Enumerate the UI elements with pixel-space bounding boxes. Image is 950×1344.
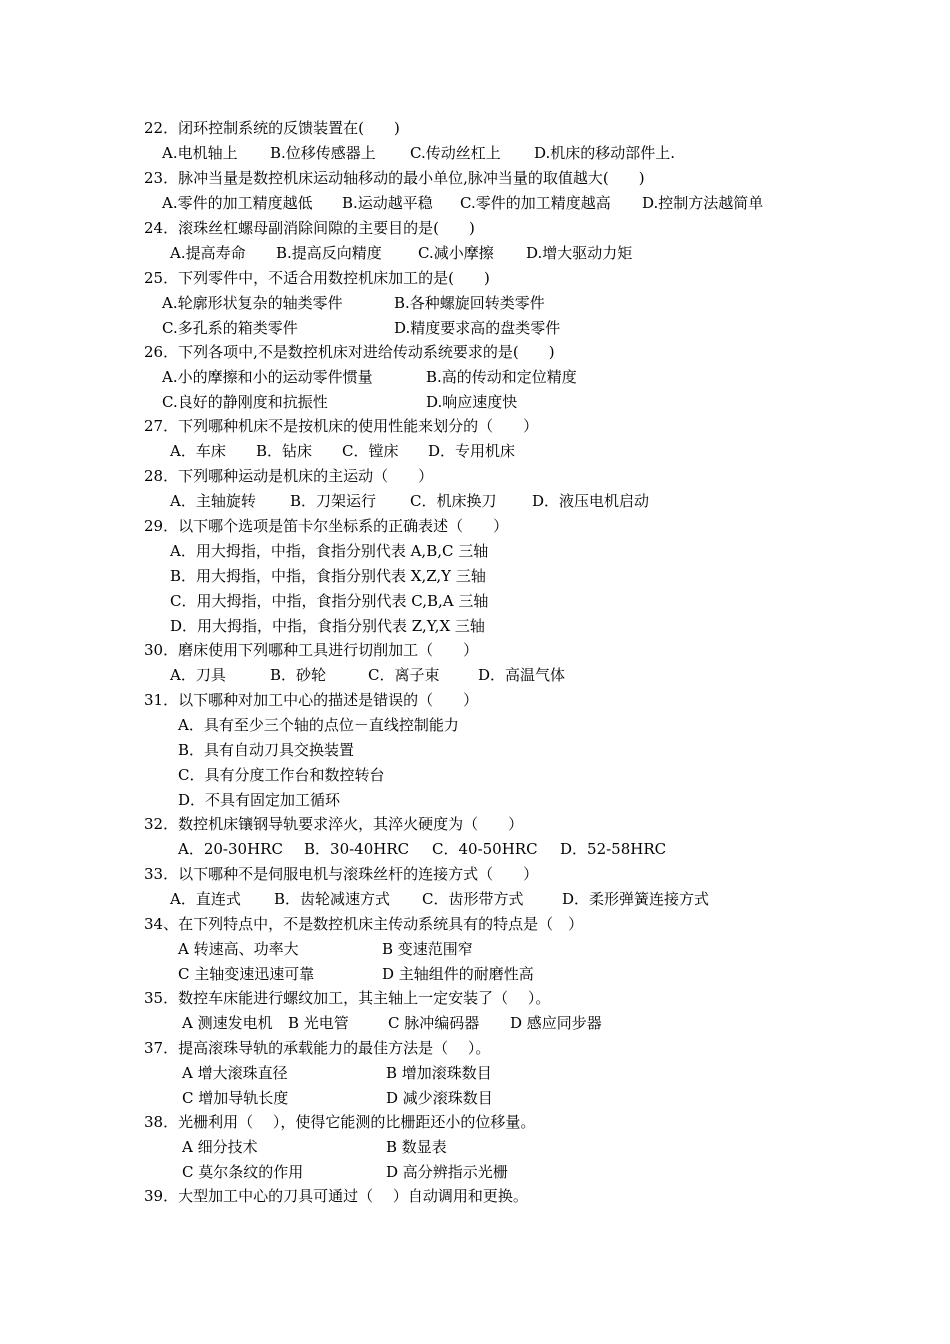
question-stem: 35．数控车床能进行螺纹加工，其主轴上一定安装了（ ）。 <box>144 989 551 1007</box>
answer-option: D．高温气体 <box>478 666 566 684</box>
option-row <box>178 964 798 984</box>
answer-option: A.零件的加工精度越低 <box>162 194 313 212</box>
answer-option: D 感应同步器 <box>510 1014 602 1032</box>
option-row <box>178 939 798 959</box>
answer-option: C．机床换刀 <box>410 492 497 510</box>
answer-option: C 莫尔条纹的作用 <box>182 1163 304 1181</box>
question-stem: 22．闭环控制系统的反馈装置在( ) <box>144 119 400 137</box>
answer-option: D.精度要求高的盘类零件 <box>394 319 561 337</box>
answer-option: D.机床的移动部件上. <box>534 144 676 162</box>
option-row <box>170 591 790 611</box>
question-stem: 28．下列哪种运动是机床的主运动（ ） <box>144 467 434 485</box>
answer-option: C 主轴变速迅速可靠 <box>178 965 315 983</box>
answer-option: A 转速高、功率大 <box>178 940 299 958</box>
answer-option: B.高的传动和定位精度 <box>426 368 577 386</box>
answer-option: B．齿轮减速方式 <box>274 890 391 908</box>
question-stem: 25．下列零件中，不适合用数控机床加工的是( ) <box>144 269 490 287</box>
question-stem: 32．数控机床镶钢导轨要求淬火，其淬火硬度为（ ） <box>144 815 524 833</box>
option-row <box>182 1063 802 1083</box>
question-stem: 23．脉冲当量是数控机床运动轴移动的最小单位,脉冲当量的取值越大( ) <box>144 169 645 187</box>
answer-option: D．用大拇指，中指，食指分别代表 Z,Y,X 三轴 <box>170 617 485 635</box>
question-stem: 29．以下哪个选项是笛卡尔坐标系的正确表述（ ） <box>144 517 509 535</box>
option-row <box>170 243 790 263</box>
question-stem: 24．滚珠丝杠螺母副消除间隙的主要目的是( ) <box>144 219 475 237</box>
option-row <box>162 293 782 313</box>
question-stem: 26．下列各项中,不是数控机床对进给传动系统要求的是( ) <box>144 343 555 361</box>
answer-option: A．车床 <box>170 442 226 460</box>
answer-option: B．30-40HRC <box>304 840 410 858</box>
option-row <box>178 790 798 810</box>
answer-option: A 增大滚珠直径 <box>182 1064 288 1082</box>
answer-option: C．镗床 <box>342 442 399 460</box>
answer-option: C．离子束 <box>368 666 440 684</box>
answer-option: A 细分技术 <box>182 1138 258 1156</box>
answer-option: C.零件的加工精度越高 <box>460 194 611 212</box>
answer-option: A．具有至少三个轴的点位－直线控制能力 <box>178 716 459 734</box>
question-stem: 31．以下哪种对加工中心的描述是错误的（ ） <box>144 691 479 709</box>
option-row <box>170 491 790 511</box>
answer-option: B．刀架运行 <box>290 492 377 510</box>
option-row <box>182 1088 802 1108</box>
answer-option: A．用大拇指，中指，食指分别代表 A,B,C 三轴 <box>170 542 489 560</box>
answer-option: C．具有分度工作台和数控转台 <box>178 766 385 784</box>
option-row <box>178 740 798 760</box>
answer-option: B 数显表 <box>386 1138 447 1156</box>
option-row <box>170 616 790 636</box>
answer-option: D．52-58HRC <box>560 840 667 858</box>
answer-option: B．用大拇指，中指，食指分别代表 X,Z,Y 三轴 <box>170 567 486 585</box>
option-row <box>162 318 782 338</box>
answer-option: A.提高寿命 <box>170 244 246 262</box>
answer-option: B 增加滚珠数目 <box>386 1064 492 1082</box>
answer-option: D．柔形弹簧连接方式 <box>562 890 710 908</box>
answer-option: D 主轴组件的耐磨性高 <box>382 965 534 983</box>
option-row <box>178 839 798 859</box>
answer-option: B．具有自动刀具交换装置 <box>178 741 355 759</box>
option-row <box>182 1137 802 1157</box>
answer-option: D 减少滚珠数目 <box>386 1089 493 1107</box>
answer-option: B 变速范围窄 <box>382 940 473 958</box>
question-stem: 39．大型加工中心的刀具可通过（ ）自动调用和更换。 <box>144 1187 528 1205</box>
option-row <box>182 1013 802 1033</box>
option-row <box>162 367 782 387</box>
answer-option: A.轮廓形状复杂的轴类零件 <box>162 294 343 312</box>
option-row <box>162 143 782 163</box>
answer-option: A．直连式 <box>170 890 241 908</box>
answer-option: C.良好的静刚度和抗振性 <box>162 393 328 411</box>
answer-option: C 增加导轨长度 <box>182 1089 289 1107</box>
answer-option: D．不具有固定加工循环 <box>178 791 341 809</box>
answer-option: B 光电管 <box>288 1014 349 1032</box>
answer-option: B．钻床 <box>256 442 313 460</box>
answer-option: A．主轴旋转 <box>170 492 256 510</box>
option-row <box>170 541 790 561</box>
answer-option: C.多孔系的箱类零件 <box>162 319 298 337</box>
answer-option: D 高分辨指示光栅 <box>386 1163 508 1181</box>
answer-option: D.响应速度快 <box>426 393 518 411</box>
question-stem: 38．光栅利用（ ），使得它能测的比栅距还小的位移量。 <box>144 1113 536 1131</box>
answer-option: D．专用机床 <box>428 442 516 460</box>
answer-option: C．用大拇指，中指，食指分别代表 C,B,A 三轴 <box>170 592 489 610</box>
answer-option: B．砂轮 <box>270 666 327 684</box>
option-row <box>170 566 790 586</box>
answer-option: B.位移传感器上 <box>270 144 376 162</box>
answer-option: C.传动丝杠上 <box>410 144 501 162</box>
question-stem: 37．提高滚珠导轨的承载能力的最佳方法是（ ）。 <box>144 1039 491 1057</box>
answer-option: D.控制方法越简单 <box>642 194 764 212</box>
option-row <box>178 715 798 735</box>
answer-option: B.各种螺旋回转类零件 <box>394 294 545 312</box>
answer-option: A．20-30HRC <box>178 840 283 858</box>
option-row <box>170 665 790 685</box>
answer-option: D．液压电机启动 <box>532 492 650 510</box>
answer-option: C．40-50HRC <box>432 840 538 858</box>
option-row <box>170 889 790 909</box>
option-row <box>178 765 798 785</box>
answer-option: C．齿形带方式 <box>422 890 524 908</box>
question-stem: 34、在下列特点中，不是数控机床主传动系统具有的特点是（ ） <box>144 915 584 933</box>
option-row <box>162 193 782 213</box>
answer-option: B.提高反向精度 <box>276 244 382 262</box>
option-row <box>170 441 790 461</box>
option-row <box>182 1162 802 1182</box>
option-row <box>162 392 782 412</box>
answer-option: C 脉冲编码器 <box>388 1014 480 1032</box>
answer-option: A.电机轴上 <box>162 144 238 162</box>
answer-option: A.小的摩擦和小的运动零件惯量 <box>162 368 373 386</box>
answer-option: A．刀具 <box>170 666 226 684</box>
answer-option: D.增大驱动力矩 <box>526 244 633 262</box>
answer-option: A 测速发电机 <box>182 1014 273 1032</box>
answer-option: C.减小摩擦 <box>418 244 494 262</box>
question-stem: 33．以下哪种不是伺服电机与滚珠丝杆的连接方式（ ） <box>144 865 539 883</box>
question-stem: 27．下列哪种机床不是按机床的使用性能来划分的（ ） <box>144 417 539 435</box>
question-stem: 30．磨床使用下列哪种工具进行切削加工（ ） <box>144 641 479 659</box>
answer-option: B.运动越平稳 <box>342 194 433 212</box>
